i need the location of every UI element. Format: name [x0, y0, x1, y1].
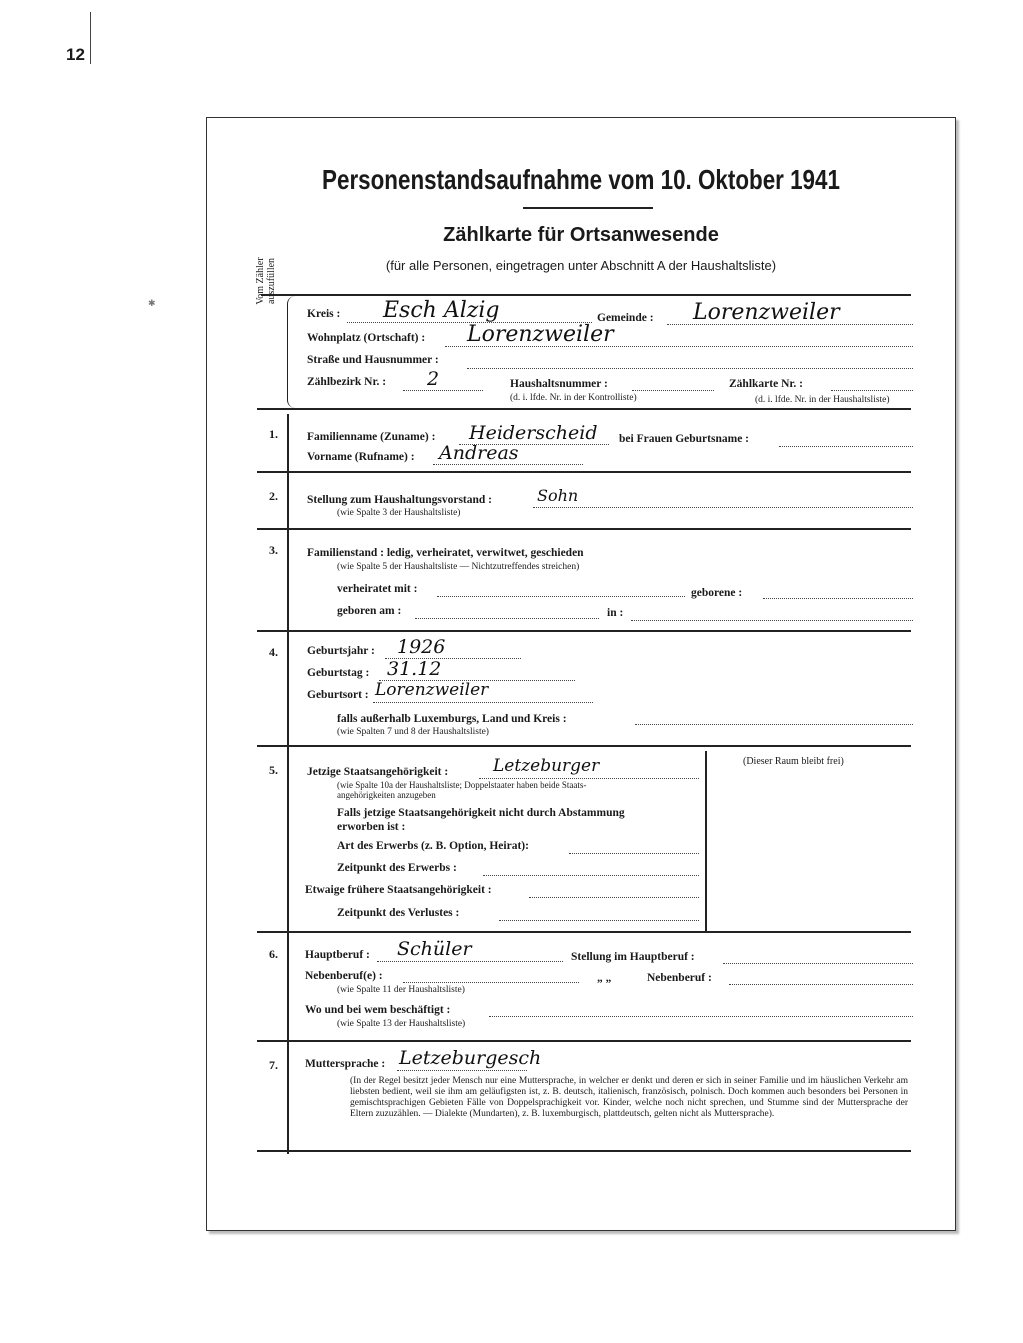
scan-speck: ✱: [148, 298, 156, 308]
in-label: in :: [607, 607, 624, 619]
staat-note-1: (wie Spalte 10a der Haushaltsliste; Doppelstaater haben beide Staats-: [337, 780, 587, 790]
muttersprache-value: Letzeburgesch: [399, 1047, 542, 1069]
stellung-neben-label: Nebenberuf :: [647, 972, 712, 984]
section-3-rule: [257, 630, 911, 632]
nebenberuf-line: [403, 982, 579, 983]
header-top-rule: [261, 294, 911, 296]
fruehere-line: [529, 897, 699, 898]
strasse-label: Straße und Hausnummer :: [307, 354, 439, 366]
familienstand-label: Familienstand : ledig, verheiratet, verwitwet, geschieden: [307, 547, 584, 559]
zaehlbezirk-value: 2: [427, 368, 440, 390]
enumerator-side-label: Vom Zähler auszufüllen: [255, 257, 277, 305]
wohnplatz-value: Lorenzweiler: [467, 322, 614, 347]
section-7-rule: [257, 1150, 911, 1152]
stellung-haupt-line: [723, 963, 913, 964]
wo-note: (wie Spalte 13 der Haushaltsliste): [337, 1019, 466, 1029]
reserved-space-note: (Dieser Raum bleibt frei): [743, 756, 844, 767]
section-3-number: 3.: [269, 543, 278, 557]
art-label: Art des Erwerbs (z. B. Option, Heirat):: [337, 840, 529, 852]
haushalt-line: [632, 390, 714, 391]
section-2-rule: [257, 528, 911, 530]
section-4-number: 4.: [269, 645, 278, 659]
card-subnote: (für alle Personen, eingetragen unter Abschnitt A der Haushaltsliste): [385, 258, 777, 273]
wo-line: [489, 1016, 913, 1017]
stellung-label: Stellung zum Haushaltungsvorstand :: [307, 494, 492, 506]
geburtsjahr-value: 1926: [397, 636, 446, 658]
number-column-rule-b: [287, 936, 289, 1154]
geburtsort-line: [373, 702, 593, 703]
gemeinde-value: Lorenzweiler: [693, 300, 840, 325]
familienname-label: Familienname (Zuname) :: [307, 431, 436, 443]
zeitpunkt-erwerb-label: Zeitpunkt des Erwerbs :: [337, 862, 457, 874]
zeitpunkt-erwerb-line: [483, 875, 699, 876]
staat-note-2: angehörigkeiten anzugeben: [337, 790, 436, 800]
staat-label: Jetzige Staatsangehörigkeit :: [307, 766, 449, 778]
hauptberuf-label: Hauptberuf :: [305, 949, 370, 961]
header-brace: [287, 296, 296, 408]
section-4-rule: [257, 745, 911, 747]
nebenberuf-label: Nebenberuf(e) :: [305, 970, 383, 982]
zaehlkarte-line: [831, 390, 913, 391]
page-number: 12: [66, 45, 85, 64]
section-5-divider: [705, 751, 707, 931]
section-2-number: 2.: [269, 489, 278, 503]
geburtsort-value: Lorenzweiler: [375, 680, 489, 700]
card-title: Personenstandsaufnahme vom 10. Oktober 1941: [322, 164, 840, 195]
number-column-rule-a: [287, 414, 289, 960]
geburtstag-value: 31.12: [387, 658, 442, 680]
art-line: [569, 853, 699, 854]
staat-line: [479, 778, 699, 779]
zaehlkarte-note: (d. i. lfde. Nr. in der Haushaltsliste): [755, 395, 890, 405]
card-subtitle: Zählkarte für Ortsanwesende: [443, 224, 719, 246]
familienname-value: Heiderscheid: [469, 422, 598, 444]
geburtsjahr-label: Geburtsjahr :: [307, 645, 375, 657]
section-5-number: 5.: [269, 763, 278, 777]
zaehlkarte-label: Zählkarte Nr. :: [729, 378, 804, 390]
geburtsort-label: Geburtsort :: [307, 689, 369, 701]
section-1-rule: [257, 471, 911, 473]
gemeinde-label: Gemeinde :: [597, 312, 654, 324]
staat-value: Letzeburger: [493, 756, 600, 776]
geburtsname-label: bei Frauen Geburtsname :: [619, 433, 750, 445]
ausserhalb-line: [635, 724, 913, 725]
kreis-value: Esch Alzig: [383, 298, 500, 323]
zaehlbezirk-label: Zählbezirk Nr. :: [307, 376, 387, 388]
geborene-label: geborene :: [691, 587, 743, 599]
strasse-line: [467, 368, 913, 369]
stellung-haupt-label: Stellung im Hauptberuf :: [571, 951, 695, 963]
section-6-rule: [257, 1040, 911, 1042]
header-bottom-rule: [257, 408, 911, 410]
geborene-line: [763, 598, 913, 599]
section-7-number: 7.: [269, 1058, 278, 1072]
falls-label-1: Falls jetzige Staatsangehörigkeit nicht durch Abstammung: [337, 807, 625, 819]
vorname-label: Vorname (Rufname) :: [307, 451, 415, 463]
hauptberuf-value: Schüler: [397, 938, 472, 960]
section-1-number: 1.: [269, 427, 278, 441]
verheiratet-label: verheiratet mit :: [337, 583, 418, 595]
kreis-label: Kreis :: [307, 308, 341, 320]
section-5-rule: [257, 931, 911, 933]
title-rule: [523, 207, 653, 209]
section-6-number: 6.: [269, 947, 278, 961]
vorname-line: [433, 464, 583, 465]
geburtsname-line: [779, 446, 913, 447]
verheiratet-line: [437, 596, 685, 597]
vorname-value: Andreas: [439, 442, 519, 464]
fruehere-label: Etwaige frühere Staatsangehörigkeit :: [305, 884, 492, 896]
ausserhalb-label: falls außerhalb Luxemburgs, Land und Kreis :: [337, 713, 567, 725]
geburtstag-label: Geburtstag :: [307, 667, 370, 679]
stellung-value: Sohn: [537, 486, 579, 505]
stellung-line: [533, 507, 913, 508]
nebenberuf-note: (wie Spalte 11 der Haushaltsliste): [337, 985, 465, 995]
haushalt-label: Haushaltsnummer :: [510, 378, 608, 390]
familienstand-note: (wie Spalte 5 der Haushaltsliste — Nichtzutreffendes streichen): [337, 562, 580, 572]
wo-label: Wo und bei wem beschäftigt :: [305, 1004, 451, 1016]
stellung-neben-line: [729, 984, 913, 985]
zaehlbezirk-line: [403, 390, 483, 391]
ditto-marks: „ „: [597, 972, 612, 984]
geboren-am-label: geboren am :: [337, 605, 402, 617]
muttersprache-explanation: (In der Regel besitzt jeder Mensch nur eine Muttersprache, in welcher er denkt und deren er sich in seiner Familie und im häuslichen Verkehr am liebsten bedient, weil sie ihm am geläufigsten ist, z. B. deutsch, italienisch, französisch, polnisch. Doch kommen auch besonders bei Personen in gemischtsprachigen Gebieten Fälle von Doppelsprachigkeit vor. Kinder, welche noch nicht sprechen, und Stumme sind der Muttersprache der Eltern zuzuzählen. — Dialekte (Mundarten), z. B. luxemburgisch, plattdeutsch, gelten nicht als Muttersprache).: [350, 1076, 908, 1119]
wohnplatz-label: Wohnplatz (Ortschaft) :: [307, 332, 426, 344]
ausserhalb-note: (wie Spalten 7 und 8 der Haushaltsliste): [337, 727, 489, 737]
verlust-line: [499, 920, 699, 921]
muttersprache-line: [397, 1070, 527, 1071]
census-card: [206, 117, 956, 1231]
stellung-note: (wie Spalte 3 der Haushaltsliste): [337, 508, 461, 518]
verlust-label: Zeitpunkt des Verlustes :: [337, 907, 460, 919]
haushalt-note: (d. i. lfde. Nr. in der Kontrolliste): [510, 393, 637, 403]
page-margin-rule: [90, 12, 91, 64]
geboren-am-line: [415, 618, 599, 619]
falls-label-2: erworben ist :: [337, 821, 406, 833]
hauptberuf-line: [377, 961, 563, 962]
muttersprache-label: Muttersprache :: [305, 1058, 386, 1070]
in-line: [631, 620, 913, 621]
